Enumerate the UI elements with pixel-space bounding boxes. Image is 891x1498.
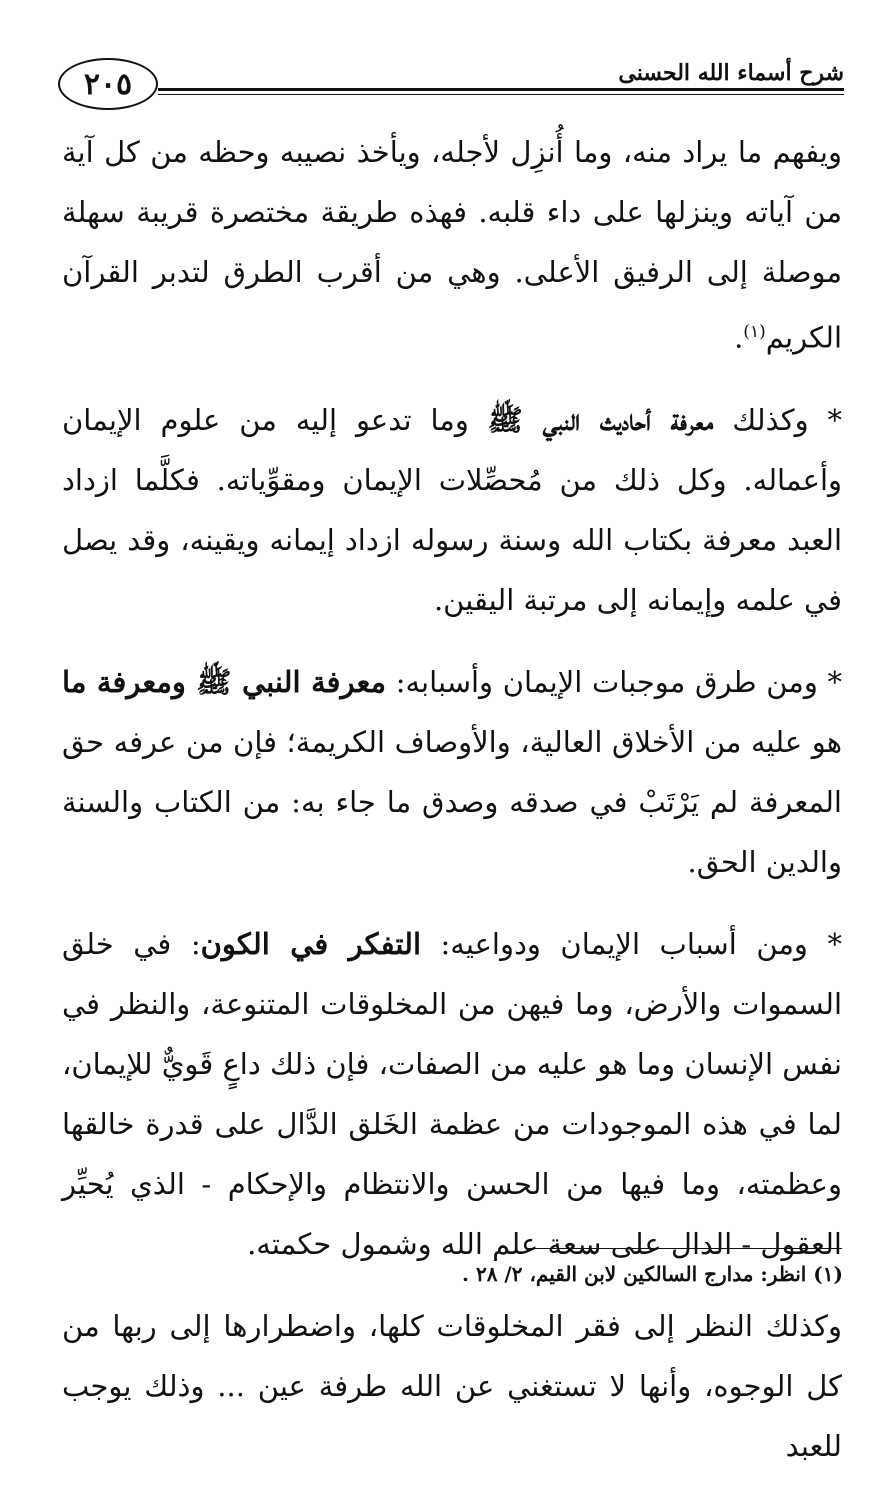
paragraph-5: وكذلك النظر إلى فقر المخلوقات كلها، واضطرارها إلى ربها من كل الوجوه، وأنها لا تستغني عن الله طرفة عين ... وذلك يوجب للعبد — [62, 1308, 842, 1463]
paragraph-3: * ومن طرق موجبات الإيمان وأسبابه: معرفة النبي ﷺ ومعرفة ما هو عليه من الأخلاق العالية، والأوصاف الكريمة؛ فإن من عرفه حق المعرفة لم يَرْتَبْ في صدقه وصدق ما جاء به: من الكتاب والسنة والدين الحق. — [62, 664, 842, 879]
paragraph-2: * وكذلك معرفة أحاديث النبي ﷺ وما تدعو إليه من علوم الإيمان وأعماله. وكل ذلك من مُحصِّلات الإيمان ومقوِّياته. فكلَّما ازداد العبد معرفة بكتاب الله وسنة رسوله ازداد إيمانه ويقينه، وقد يصل في علمه وإيمانه إلى مرتبة اليقين. — [62, 402, 843, 617]
paragraph-1: ويفهم ما يراد منه، وما أُنزِل لأجله، ويأخذ نصيبه وحظه من كل آية من آياته وينزلها على داء قلبه. فهذه طريقة مختصرة قريبة سهلة موصلة إلى الرفيق الأعلى. وهي من أقرب الطرق لتدبر القرآن الكريم$^{(١)}$. — [62, 135, 842, 355]
page-header — [58, 58, 844, 118]
page-number: ٢٠٥ — [58, 58, 158, 110]
bold-phrase: التفكر في الكون — [200, 926, 421, 961]
paragraph-4: * ومن أسباب الإيمان ودواعيه: التفكر في الكون: في خلق السموات والأرض، وما فيهن من المخلوقات المتنوعة، والنظر في نفس الإنسان وما هو عليه من الصفات، فإن ذلك داعٍ قَويٌّ للإيمان، لما في هذه الموجودات من عظمة الخَلق الدَّال على قدرة خالقها وعظمته، وما فيها من الحسن والانتظام والإحكام - الذي يُحيِّر العقول - الدال على سعة علم الله وشمول حكمته. — [62, 926, 842, 1261]
bold-phrase: معرفة النبي ﷺ ومعرفة ما — [62, 664, 387, 699]
footnote: (١) انظر: مدارج السالكين لابن القيم، ٢/ ٢٨ . — [462, 1262, 843, 1286]
footnote-ref: (١) — [743, 322, 766, 342]
header-rule-thin — [158, 94, 844, 95]
header-rule — [158, 88, 844, 91]
main-text — [62, 122, 842, 1498]
running-title: شرح أسماء الله الحسنى — [612, 60, 844, 86]
footnote-separator — [527, 1248, 842, 1249]
bold-phrase: معرفة أحاديث النبي ﷺ — [487, 402, 714, 437]
